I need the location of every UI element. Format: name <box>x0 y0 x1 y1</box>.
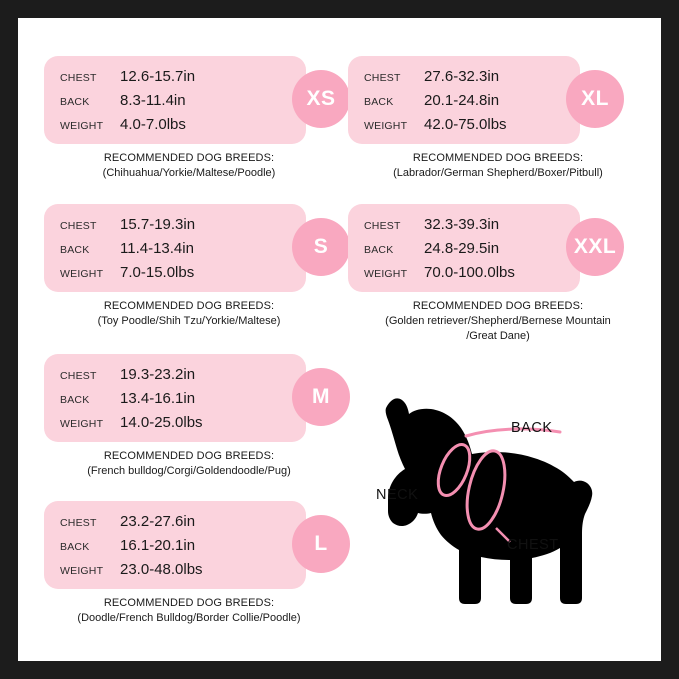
row-value-weight: 7.0-15.0lbs <box>120 264 195 281</box>
row-label-back: BACK <box>60 394 90 406</box>
row-value-weight: 42.0-75.0lbs <box>424 116 507 133</box>
size-block-xl <box>348 56 648 181</box>
measurement-row-weight <box>60 116 275 140</box>
size-card <box>44 354 330 442</box>
measurements <box>60 216 275 288</box>
measurements <box>60 68 275 140</box>
size-badge: S <box>292 218 350 276</box>
measurements <box>364 68 579 140</box>
measurement-row-weight <box>60 561 275 585</box>
size-badge: M <box>292 368 350 426</box>
size-card <box>44 56 336 144</box>
row-value-chest: 15.7-19.3in <box>120 216 196 233</box>
row-value-chest: 19.3-23.2in <box>120 366 196 383</box>
row-label-back: BACK <box>60 96 90 108</box>
measurement-row-chest <box>60 68 275 92</box>
row-value-back: 11.4-13.4in <box>120 240 194 257</box>
measurement-row-back <box>364 92 579 116</box>
measurement-row-chest <box>60 366 275 390</box>
size-badge: XXL <box>566 218 624 276</box>
measurement-row-back <box>60 537 275 561</box>
measurement-row-weight <box>60 414 275 438</box>
measurement-row-chest <box>364 216 579 240</box>
row-label-back: BACK <box>364 96 394 108</box>
breeds-heading: RECOMMENDED DOG BREEDS: <box>412 300 584 312</box>
row-value-weight: 14.0-25.0lbs <box>120 414 203 431</box>
measurements <box>60 513 275 585</box>
row-value-chest: 23.2-27.6in <box>120 513 196 530</box>
breeds-line-1: (Toy Poodle/Shih Tzu/Yorkie/Maltese) <box>97 314 281 327</box>
size-block-s <box>44 204 334 329</box>
row-label-chest: CHEST <box>364 220 401 232</box>
row-label-weight: WEIGHT <box>60 565 104 577</box>
breeds-heading: RECOMMENDED DOG BREEDS: <box>103 152 275 164</box>
measurement-row-back <box>60 92 275 116</box>
row-value-back: 13.4-16.1in <box>120 390 196 407</box>
measurement-row-chest <box>60 216 275 240</box>
row-label-chest: CHEST <box>60 72 97 84</box>
breeds-line-1: (Chihuahua/Yorkie/Maltese/Poodle) <box>102 166 276 179</box>
dog-illustration <box>348 370 648 635</box>
recommended-breeds <box>44 449 334 479</box>
row-label-chest: CHEST <box>60 517 97 529</box>
size-block-m <box>44 354 334 479</box>
row-label-back: BACK <box>60 541 90 553</box>
row-label-back: BACK <box>60 244 90 256</box>
size-card <box>44 501 328 589</box>
size-card <box>348 204 617 292</box>
measurement-row-chest <box>60 513 275 537</box>
row-label-back: BACK <box>364 244 394 256</box>
size-card <box>44 204 329 292</box>
size-chart <box>18 18 661 661</box>
size-block-xxl <box>348 204 648 344</box>
row-value-back: 8.3-11.4in <box>120 92 186 109</box>
size-card <box>348 56 609 144</box>
size-badge: XL <box>566 70 624 128</box>
breeds-heading: RECOMMENDED DOG BREEDS: <box>103 300 275 312</box>
row-label-chest: CHEST <box>364 72 401 84</box>
breeds-line-2: /Great Dane) <box>466 329 530 342</box>
row-label-weight: WEIGHT <box>364 120 408 132</box>
size-badge: XS <box>292 70 350 128</box>
measurement-row-weight <box>364 264 579 288</box>
breeds-heading: RECOMMENDED DOG BREEDS: <box>103 450 275 462</box>
recommended-breeds <box>348 151 648 181</box>
row-value-back: 24.8-29.5in <box>424 240 500 257</box>
breeds-heading: RECOMMENDED DOG BREEDS: <box>412 152 584 164</box>
breeds-heading: RECOMMENDED DOG BREEDS: <box>103 597 275 609</box>
measurement-row-chest <box>364 68 579 92</box>
recommended-breeds <box>44 596 334 626</box>
measurement-row-back <box>60 390 275 414</box>
annotation-back: BACK <box>511 420 553 436</box>
breeds-line-1: (Labrador/German Shepherd/Boxer/Pitbull) <box>393 166 603 179</box>
row-value-chest: 27.6-32.3in <box>424 68 500 85</box>
breeds-line-1: (French bulldog/Corgi/Goldendoodle/Pug) <box>87 464 291 477</box>
measurement-row-back <box>364 240 579 264</box>
measurements <box>60 366 275 438</box>
measurement-row-back <box>60 240 275 264</box>
measurement-row-weight <box>60 264 275 288</box>
breeds-line-1: (Doodle/French Bulldog/Border Collie/Poodle) <box>77 611 301 624</box>
row-value-back: 16.1-20.1in <box>120 537 196 554</box>
measurement-row-weight <box>364 116 579 140</box>
row-value-back: 20.1-24.8in <box>424 92 500 109</box>
row-label-weight: WEIGHT <box>60 418 104 430</box>
row-label-weight: WEIGHT <box>364 268 408 280</box>
row-label-chest: CHEST <box>60 370 97 382</box>
row-value-chest: 32.3-39.3in <box>424 216 500 233</box>
row-value-weight: 4.0-7.0lbs <box>120 116 186 133</box>
breeds-line-1: (Golden retriever/Shepherd/Bernese Mountain <box>385 314 611 327</box>
size-block-l <box>44 501 334 626</box>
size-badge: L <box>292 515 350 573</box>
annotation-neck: NECK <box>376 487 419 503</box>
recommended-breeds <box>348 299 648 344</box>
row-value-chest: 12.6-15.7in <box>120 68 196 85</box>
row-label-chest: CHEST <box>60 220 97 232</box>
row-value-weight: 70.0-100.0lbs <box>424 264 515 281</box>
recommended-breeds <box>44 151 334 181</box>
row-label-weight: WEIGHT <box>60 120 104 132</box>
size-block-xs <box>44 56 334 181</box>
annotation-chest: CHEST <box>507 537 559 553</box>
row-value-weight: 23.0-48.0lbs <box>120 561 203 578</box>
recommended-breeds <box>44 299 334 329</box>
row-label-weight: WEIGHT <box>60 268 104 280</box>
measurements <box>364 216 579 288</box>
